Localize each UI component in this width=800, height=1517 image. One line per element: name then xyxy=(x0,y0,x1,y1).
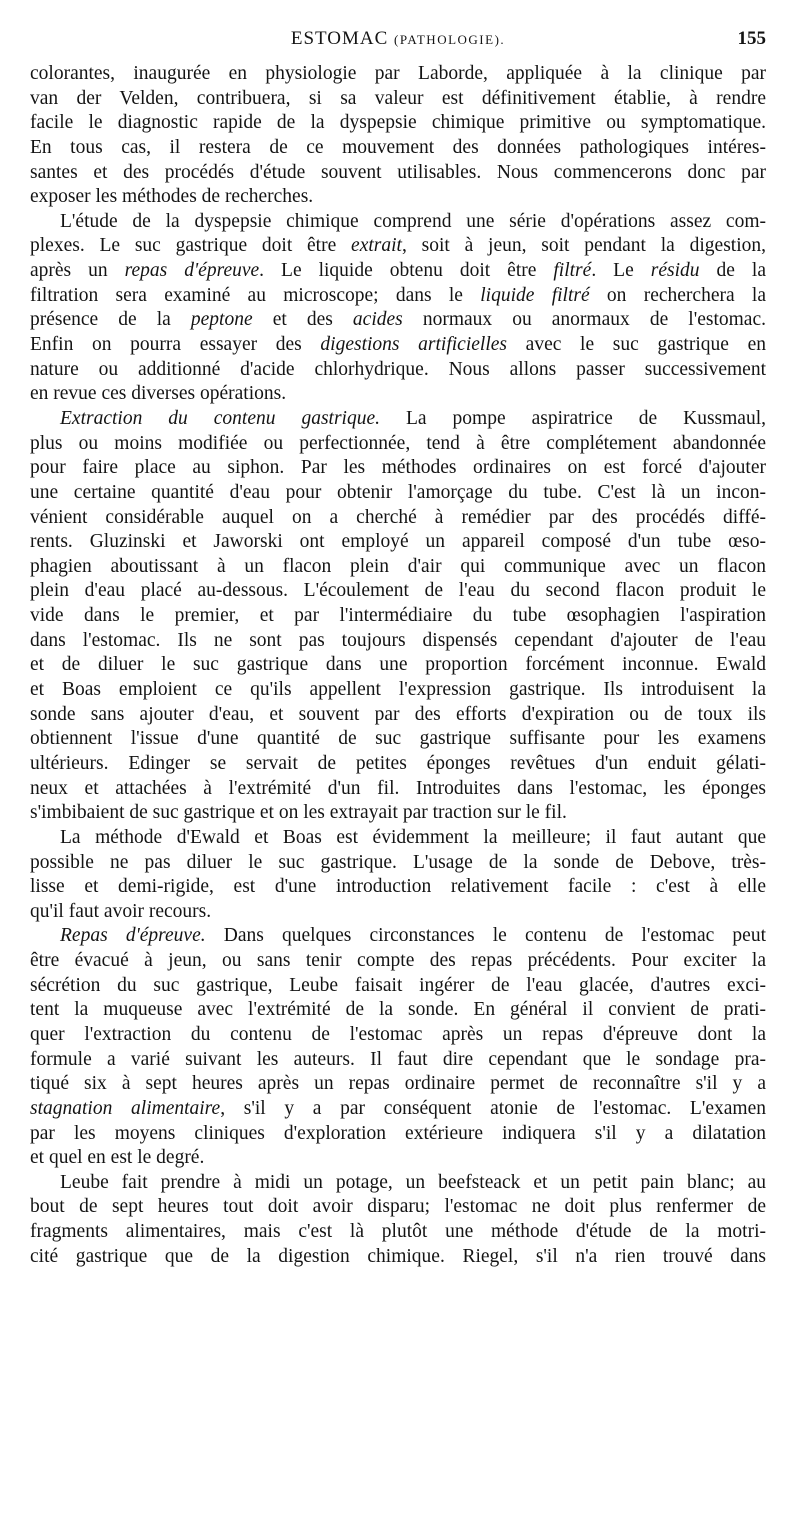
text-run: phagien aboutissant à un flacon plein d'air qui communique avec un flacon xyxy=(30,555,766,577)
text-line xyxy=(30,1171,766,1196)
text-run: plus ou moins modifiée ou perfectionnée, tend à être complétement abandonnée xyxy=(30,432,766,454)
text-run: de la xyxy=(699,260,766,282)
text-run: et de diluer le suc gastrique dans une proportion forcément inconnue. Ewald xyxy=(30,654,766,676)
text-line xyxy=(30,604,766,629)
text-line xyxy=(30,1245,766,1270)
italic-run: digestions artificielles xyxy=(320,334,507,356)
text-line xyxy=(30,87,766,112)
italic-run: acides xyxy=(352,309,403,331)
text-line xyxy=(30,924,766,949)
text-line xyxy=(30,407,766,432)
text-run: pour faire place au siphon. Par les méthodes ordinaires on est forcé d'ajouter xyxy=(30,457,766,479)
text-run: plexes. Le suc gastrique doit être xyxy=(30,235,352,257)
text-run: plein d'eau placé au-dessous. L'écoulement de l'eau du second flacon produit le xyxy=(30,580,766,602)
text-run: on recherchera la xyxy=(589,284,767,306)
text-line xyxy=(30,1097,766,1122)
text-run: normaux ou anormaux de l'estomac. xyxy=(402,309,766,331)
italic-run: Repas d'épreuve. xyxy=(60,925,206,947)
text-run: obtiennent l'issue d'une quantité de suc gastrique suffisante pour les examens xyxy=(30,728,766,750)
text-line xyxy=(30,678,766,703)
text-run: bout de sept heures tout doit avoir disparu; l'estomac ne doit plus renfermer de xyxy=(30,1196,766,1218)
text-line xyxy=(30,629,766,654)
text-line xyxy=(30,801,766,826)
italic-run: Extraction du contenu gastrique. xyxy=(60,407,381,429)
text-line xyxy=(30,1220,766,1245)
text-line xyxy=(30,949,766,974)
text-run: vide dans le premier, et par l'intermédiaire du tube œsophagien l'aspiration xyxy=(30,605,766,627)
italic-run: extrait xyxy=(351,235,402,257)
text-line xyxy=(30,210,766,235)
text-line xyxy=(30,1072,766,1097)
text-run: présence de la xyxy=(30,309,191,331)
text-run: La méthode d'Ewald et Boas est évidemment la meilleure; il faut autant que xyxy=(60,826,766,848)
italic-run: repas d'épreuve xyxy=(124,260,260,282)
text-run: santes et des procédés d'étude souvent utilisables. Nous commencerons donc par xyxy=(30,161,766,183)
italic-run: filtré xyxy=(553,260,592,282)
text-run: s'imbibaient de suc gastrique et on les extrayait par traction sur le fil. xyxy=(30,802,567,824)
italic-run: résidu xyxy=(650,260,700,282)
text-run: En tous cas, il restera de ce mouvement des données pathologiques intéres- xyxy=(30,136,766,158)
text-line xyxy=(30,998,766,1023)
text-run: La pompe aspiratrice de Kussmaul, xyxy=(380,407,766,429)
page-number: 155 xyxy=(737,28,766,49)
text-line xyxy=(30,333,766,358)
text-run: facile le diagnostic rapide de la dyspepsie chimique primitive ou symptomatique. xyxy=(30,112,766,134)
text-line xyxy=(30,136,766,161)
text-line xyxy=(30,1048,766,1073)
text-line xyxy=(30,1146,766,1171)
text-line xyxy=(30,1195,766,1220)
text-line xyxy=(30,900,766,925)
text-run: et des xyxy=(252,309,353,331)
text-run: neux et attachées à l'extrémité d'un fil. Introduites dans l'estomac, les éponges xyxy=(30,777,766,799)
text-run: avec le suc gastrique en xyxy=(507,334,766,356)
text-run: filtration sera examiné au microscope; dans le xyxy=(30,284,481,306)
text-line xyxy=(30,62,766,87)
running-title xyxy=(30,28,766,50)
text-run: dans l'estomac. Ils ne sont pas toujours dispensés cependant d'ajouter de l'eau xyxy=(30,629,766,651)
body-text xyxy=(30,62,766,1269)
text-run: et Boas emploient ce qu'ils appellent l'expression gastrique. Ils introduisent la xyxy=(30,679,766,701)
text-line xyxy=(30,974,766,999)
text-line xyxy=(30,727,766,752)
text-line xyxy=(30,875,766,900)
italic-run: liquide filtré xyxy=(480,284,590,306)
text-run: par les moyens cliniques d'exploration extérieure indiquera s'il y a dilatation xyxy=(30,1122,766,1144)
text-run: tiqué six à sept heures après un repas ordinaire permet de reconnaître s'il y a xyxy=(30,1073,766,1095)
running-title-sub: (PATHOLOGIE). xyxy=(394,32,506,47)
text-line xyxy=(30,259,766,284)
text-line xyxy=(30,456,766,481)
text-run: lisse et demi-rigide, est d'une introduction relativement facile : c'est à elle xyxy=(30,876,766,898)
text-line xyxy=(30,382,766,407)
text-run: . Le xyxy=(591,260,651,282)
text-run: ultérieurs. Edinger se servait de petites éponges revêtues d'un enduit gélati- xyxy=(30,752,766,774)
text-run: cité gastrique que de la digestion chimique. Riegel, s'il n'a rien trouvé dans xyxy=(30,1245,766,1267)
text-run: fragments alimentaires, mais c'est là plutôt une méthode d'étude de la motri- xyxy=(30,1221,766,1243)
text-run: après un xyxy=(30,260,125,282)
text-line xyxy=(30,284,766,309)
text-run: van der Velden, contribuera, si sa valeur est définitivement établie, à rendre xyxy=(30,87,766,109)
text-line xyxy=(30,1023,766,1048)
text-run: formule a varié suivant les auteurs. Il faut dire cependant que le sondage pra- xyxy=(30,1048,766,1070)
text-line xyxy=(30,161,766,186)
text-run: possible ne pas diluer le suc gastrique. L'usage de la sonde de Debove, très- xyxy=(30,851,766,873)
text-line xyxy=(30,506,766,531)
text-run: une certaine quantité d'eau pour obtenir l'amorçage du tube. C'est là un incon- xyxy=(30,481,766,503)
text-run: en revue ces diverses opérations. xyxy=(30,383,287,405)
text-run: Leube fait prendre à midi un potage, un beefsteack et un petit pain blanc; au xyxy=(60,1171,766,1193)
running-title-main: ESTOMAC xyxy=(290,28,389,49)
text-run: tent la muqueuse avec l'extrémité de la sonde. En général il convient de prati- xyxy=(30,999,766,1021)
text-run: vénient considérable auquel on a cherché à remédier par des procédés diffé- xyxy=(30,506,766,528)
text-run: rents. Gluzinski et Jaworski ont employé un appareil composé d'un tube œso- xyxy=(30,531,766,553)
text-line xyxy=(30,653,766,678)
text-run: Dans quelques circonstances le contenu de l'estomac peut xyxy=(205,925,766,947)
text-line xyxy=(30,826,766,851)
text-line xyxy=(30,555,766,580)
text-line xyxy=(30,1122,766,1147)
text-run: qu'il faut avoir recours. xyxy=(30,900,212,922)
italic-run: peptone xyxy=(190,309,253,331)
text-run: , s'il y a par conséquent atonie de l'estomac. L'examen xyxy=(220,1097,766,1119)
text-run: être évacué à jeun, ou sans tenir compte des repas précédents. Pour exciter la xyxy=(30,950,766,972)
text-run: , soit à jeun, soit pendant la digestion, xyxy=(401,235,766,257)
text-run: L'étude de la dyspepsie chimique comprend une série d'opérations assez com- xyxy=(60,210,766,232)
text-line xyxy=(30,358,766,383)
text-line xyxy=(30,234,766,259)
text-run: sécrétion du suc gastrique, Leube faisait ingérer de l'eau glacée, d'autres exci- xyxy=(30,974,766,996)
text-line xyxy=(30,432,766,457)
text-line xyxy=(30,579,766,604)
text-run: Enfin on pourra essayer des xyxy=(30,334,321,356)
text-run: nature ou additionné d'acide chlorhydrique. Nous allons passer successivement xyxy=(30,358,766,380)
italic-run: stagnation alimentaire xyxy=(30,1097,221,1119)
text-line xyxy=(30,185,766,210)
text-run: et quel en est le degré. xyxy=(30,1147,205,1169)
running-head xyxy=(30,28,766,52)
text-line xyxy=(30,111,766,136)
text-line xyxy=(30,752,766,777)
text-line xyxy=(30,777,766,802)
text-line xyxy=(30,851,766,876)
text-run: sonde sans ajouter d'eau, et souvent par des efforts d'expiration ou de toux ils xyxy=(30,703,766,725)
text-run: colorantes, inaugurée en physiologie par Laborde, appliquée à la clinique par xyxy=(30,63,766,84)
text-line xyxy=(30,530,766,555)
text-line xyxy=(30,308,766,333)
text-run: quer l'extraction du contenu de l'estomac après un repas d'épreuve dont la xyxy=(30,1023,766,1045)
text-run: . Le liquide obtenu doit être xyxy=(259,260,554,282)
text-line xyxy=(30,481,766,506)
text-run: exposer les méthodes de recherches. xyxy=(30,186,314,208)
text-line xyxy=(30,703,766,728)
